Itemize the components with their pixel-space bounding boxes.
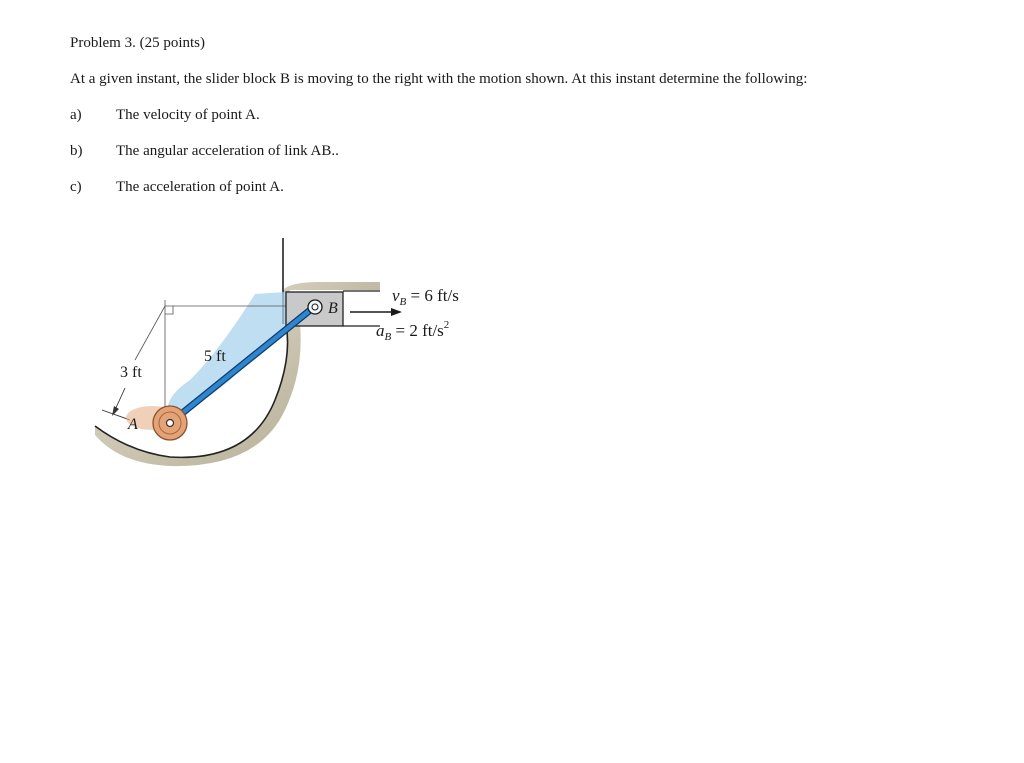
part-b xyxy=(70,143,339,160)
label-point-a: A xyxy=(128,416,138,433)
part-b-text: The angular acceleration of link AB.. xyxy=(116,143,339,159)
label-acceleration xyxy=(376,319,449,343)
problem-intro: At a given instant, the slider block B is moving to the right with the motion shown. At this instant determine the following: xyxy=(70,71,808,87)
pin-a xyxy=(167,420,174,427)
velocity-value: = 6 ft/s xyxy=(406,286,459,305)
velocity-arrowhead xyxy=(391,308,402,316)
label-link-length: 5 ft xyxy=(204,348,226,365)
right-angle-mark xyxy=(165,306,173,314)
part-b-label: b) xyxy=(70,143,83,159)
highlight-shade xyxy=(168,292,287,420)
part-a xyxy=(70,107,260,124)
label-radius: 3 ft xyxy=(120,364,142,381)
part-a-text: The velocity of point A. xyxy=(116,107,260,123)
acceleration-subscript: B xyxy=(384,331,392,343)
label-velocity xyxy=(392,286,459,308)
part-c-text: The acceleration of point A. xyxy=(116,179,284,195)
part-c-label: c) xyxy=(70,179,82,195)
label-point-b: B xyxy=(328,300,338,317)
acceleration-value: = 2 ft/s xyxy=(391,321,444,340)
mechanism-diagram xyxy=(90,230,510,470)
acceleration-symbol: a xyxy=(376,321,385,340)
radius-arrow xyxy=(115,388,125,410)
acceleration-superscript: 2 xyxy=(443,319,450,331)
part-c xyxy=(70,179,284,196)
velocity-subscript: B xyxy=(399,296,407,308)
velocity-symbol: v xyxy=(392,286,400,305)
part-a-label: a) xyxy=(70,107,82,123)
mechanism-figure xyxy=(90,230,510,470)
pin-b-inner xyxy=(312,304,318,310)
radius-line xyxy=(135,306,165,360)
problem-title: Problem 3. (25 points) xyxy=(70,35,205,51)
